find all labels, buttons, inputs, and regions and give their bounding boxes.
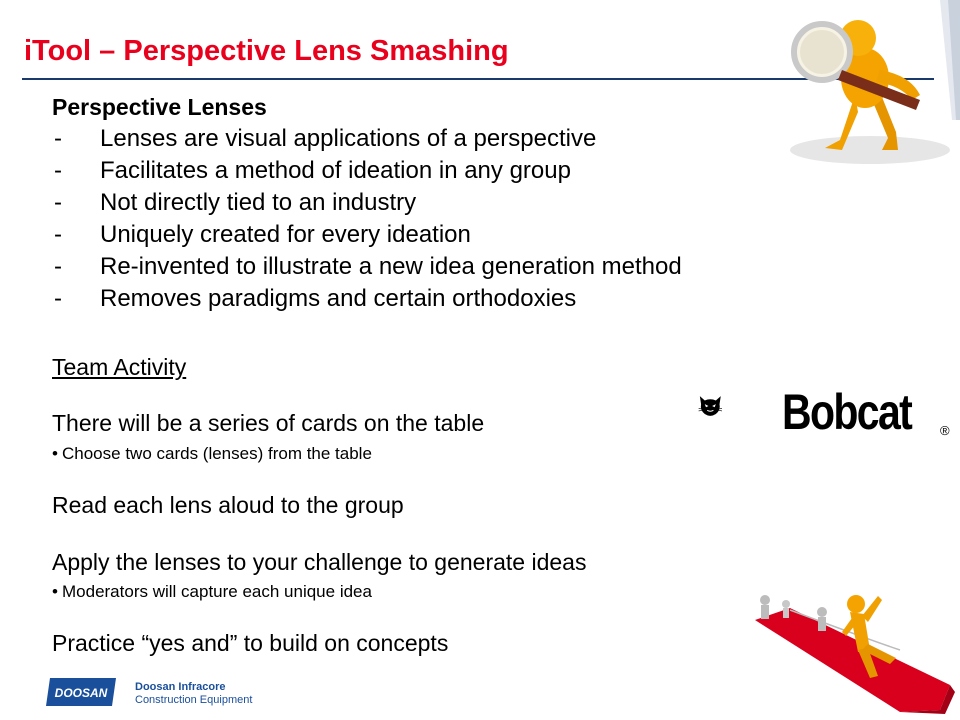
subpoint-text: Moderators will capture each unique idea: [62, 582, 372, 601]
bobcat-head-icon: [698, 370, 778, 442]
lens-point-text: Facilitates a method of ideation in any group: [100, 157, 571, 184]
dash-marker: -: [54, 125, 62, 152]
slide-title: iTool – Perspective Lens Smashing: [24, 35, 509, 67]
list-item: [52, 251, 752, 283]
activity-subpoint: [52, 582, 372, 602]
footer-brand: [135, 681, 252, 707]
perspective-lenses-section: [52, 92, 752, 315]
leader-pulling-team-icon: [750, 590, 955, 715]
section-heading: Perspective Lenses: [52, 94, 267, 120]
bobcat-wordmark: Bobcat: [782, 384, 912, 440]
dash-marker: -: [54, 285, 62, 312]
doosan-logo-text: DOOSAN: [54, 686, 108, 700]
list-item: [52, 123, 752, 155]
lens-point-text: Lenses are visual applications of a perspective: [100, 125, 597, 152]
lens-points-list: [52, 123, 752, 315]
list-item: [52, 155, 752, 187]
bullet-marker: •: [52, 582, 58, 601]
list-item: [52, 283, 752, 315]
activity-text: Read each lens aloud to the group: [52, 492, 404, 518]
bullet-marker: •: [52, 444, 58, 463]
activity-text: Practice “yes and” to build on concepts: [52, 630, 449, 656]
list-item: [52, 219, 752, 251]
dash-marker: -: [54, 157, 62, 184]
team-activity-heading: Team Activity: [52, 354, 187, 380]
doosan-logo-icon: [44, 676, 118, 708]
lens-point-text: Removes paradigms and certain orthodoxies: [100, 285, 577, 312]
dash-marker: -: [54, 253, 62, 280]
subpoint-text: Choose two cards (lenses) from the table: [62, 444, 372, 463]
dash-marker: -: [54, 189, 62, 216]
list-item: [52, 187, 752, 219]
lens-point-text: Re-invented to illustrate a new idea generation method: [100, 253, 682, 280]
lens-point-text: Uniquely created for every ideation: [100, 221, 471, 248]
dash-marker: -: [54, 221, 62, 248]
activity-text: Apply the lenses to your challenge to generate ideas: [52, 549, 587, 575]
company-name: Doosan Infracore: [135, 681, 226, 693]
activity-subpoint: [52, 444, 372, 464]
company-division: Construction Equipment: [135, 694, 253, 706]
lens-point-text: Not directly tied to an industry: [100, 189, 417, 216]
activity-text: There will be a series of cards on the table: [52, 410, 485, 436]
person-with-magnifier-icon: [770, 0, 960, 175]
registered-mark: ®: [940, 423, 950, 438]
